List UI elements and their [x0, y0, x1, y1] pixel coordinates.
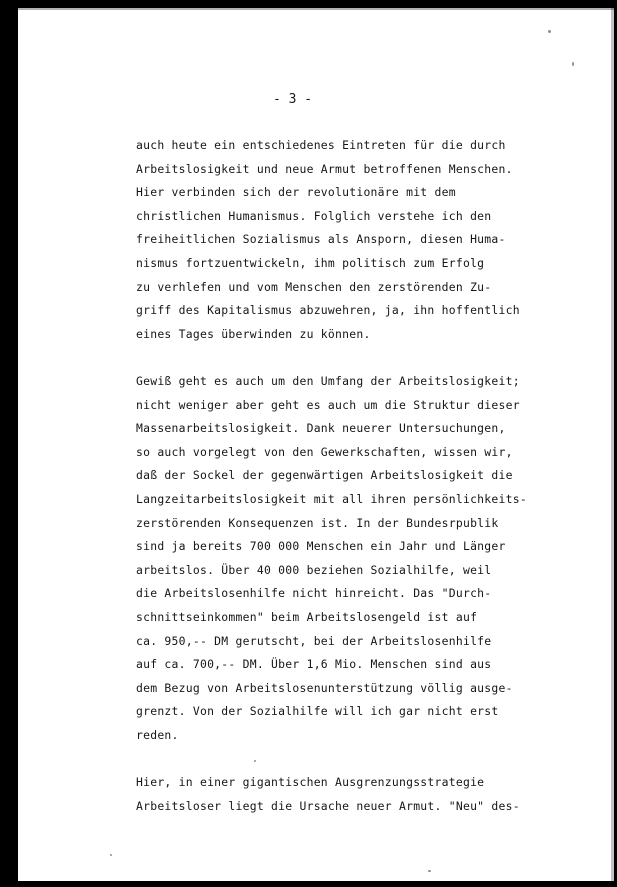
- text-line: griff des Kapitalismus abzuwehren, ja, ihn hoffentlich: [136, 303, 520, 318]
- scan-speck: [428, 870, 431, 872]
- paragraph-1: [136, 134, 520, 346]
- text-line: reden.: [136, 727, 179, 742]
- paragraph-2: [136, 370, 527, 748]
- text-line: die Arbeitslosenhilfe nicht hinreicht. Das "Durch-: [136, 586, 492, 601]
- text-line: sind ja bereits 700 000 Menschen ein Jahr und Länger: [136, 539, 506, 554]
- text-line: nicht weniger aber geht es auch um die Struktur dieser: [136, 397, 520, 412]
- text-line: Langzeitarbeitslosigkeit mit all ihren persönlichkeits-: [136, 491, 527, 506]
- text-line: zerstörenden Konsequenzen ist. In der Bundesrpublik: [136, 515, 499, 530]
- paragraph-3: [136, 771, 520, 818]
- text-line: Arbeitslosigkeit und neue Armut betroffenen Menschen.: [136, 161, 513, 176]
- scan-speck: [548, 30, 551, 33]
- document-page: [18, 8, 614, 881]
- text-line: freiheitlichen Sozialismus als Ansporn, diesen Huma-: [136, 232, 506, 247]
- text-line: grenzt. Von der Sozialhilfe will ich gar nicht erst: [136, 704, 499, 719]
- text-line: Arbeitsloser liegt die Ursache neuer Armut. "Neu" des-: [136, 798, 520, 813]
- scan-edge-right: [611, 8, 614, 881]
- text-line: Hier, in einer gigantischen Ausgrenzungsstrategie: [136, 775, 485, 789]
- text-line: Massenarbeitslosigkeit. Dank neuerer Untersuchungen,: [136, 421, 506, 436]
- text-line: eines Tages überwinden zu können.: [136, 326, 371, 341]
- text-line: auf ca. 700,-- DM. Über 1,6 Mio. Menschen sind aus: [136, 657, 492, 672]
- text-line: Gewiß geht es auch um den Umfang der Arbeitslosigkeit;: [136, 374, 520, 388]
- text-line: so auch vorgelegt von den Gewerkschaften, wissen wir,: [136, 444, 513, 459]
- scan-edge-top: [18, 8, 614, 10]
- text-line: schnittseinkommen" beim Arbeitslosengeld ist auf: [136, 609, 478, 624]
- text-line: ca. 950,-- DM gerutscht, bei der Arbeitslosenhilfe: [136, 633, 492, 648]
- scan-speck: [110, 854, 112, 856]
- text-line: auch heute ein entschiedenes Eintreten für die durch: [136, 138, 506, 152]
- text-line: arbeitslos. Über 40 000 beziehen Sozialhilfe, weil: [136, 562, 492, 577]
- text-line: nismus fortzuentwickeln, ihm politisch zum Erfolg: [136, 255, 485, 270]
- text-line: dem Bezug von Arbeitslosenunterstützung völlig ausge-: [136, 680, 513, 695]
- page-number: - 3 -: [273, 92, 313, 107]
- scan-speck: [254, 760, 256, 762]
- text-line: zu verhlefen und vom Menschen den zerstörenden Zu-: [136, 279, 492, 294]
- text-line: christlichen Humanismus. Folglich verstehe ich den: [136, 208, 492, 223]
- text-line: Hier verbinden sich der revolutionäre mit dem: [136, 185, 456, 200]
- text-line: daß der Sockel der gegenwärtigen Arbeitslosigkeit die: [136, 468, 513, 483]
- scan-speck: [572, 62, 574, 66]
